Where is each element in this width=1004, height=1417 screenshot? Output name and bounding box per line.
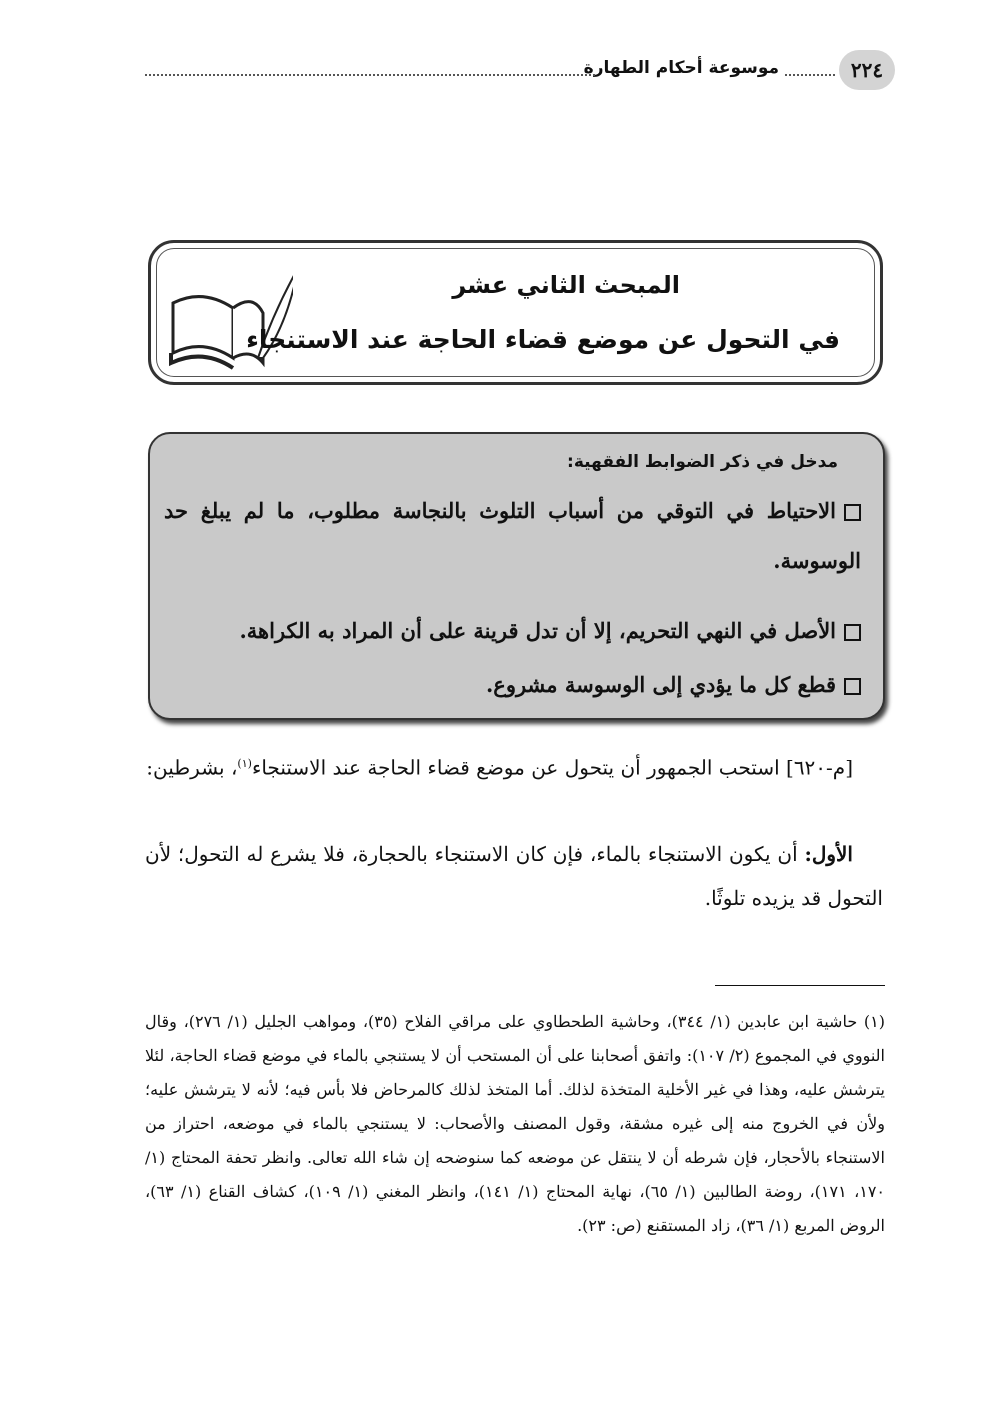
rules-box	[148, 432, 885, 720]
footnote	[145, 1005, 885, 1243]
footnote-number: (١)	[863, 1012, 886, 1031]
running-header	[145, 50, 895, 90]
chapter-subtitle: في التحول عن موضع قضاء الحاجة عند الاستنجاء	[246, 325, 840, 354]
rule-item	[164, 486, 861, 586]
book-quill-icon	[163, 263, 293, 373]
checkbox-icon	[844, 678, 861, 695]
paragraph-text: أن يكون الاستنجاء بالماء، فإن كان الاستنجاء بالحجارة، فلا يشرع له التحول؛ لأن التحول قد يزيده تلوثًا.	[145, 842, 883, 910]
rules-heading: مدخل في ذكر الضوابط الفقهية:	[567, 452, 838, 472]
footnote-text: حاشية ابن عابدين (١/ ٣٤٤)، وحاشية الطحطاوي على مراقي الفلاح (٣٥)، ومواهب الجليل (١/ ٢٧٦)، وقال النووي في المجموع (٢/ ١٠٧): واتفق أصحابنا على أن المستحب أن لا يستنجي بالماء في موضع قضاء الحاجة، لئلا يترشش عليه، وهذا في غير الأخلية المتخذة لذلك. أما المتخذ لذلك كالمرحاض فلا بأس فيه؛ لأنه لا يترشش عليه؛ ولأن في الخروج منه إلى غيره مشقة، وقول المصنف والأصحاب: لا يستنجي بالماء في موضعه، احتراز من الاستنجاء بالأحجار، فإن شرطه أن لا ينتقل عن موضعه كما سنوضحه إن شاء الله تعالى. وانظر تحفة المحتاج (١/ ١٧٠، ١٧١)، روضة الطالبين (١/ ٦٥)، نهاية المحتاج (١/ ١٤١)، وانظر المغني (١/ ١٠٩)، كشاف القناع (١/ ٦٣)، الروض المربع (١/ ٣٦)، زاد المستقنع (ص: ٢٣).	[145, 1012, 886, 1235]
checkbox-icon	[844, 504, 861, 521]
body-paragraph	[145, 742, 883, 790]
page-number: ٢٢٤	[839, 50, 895, 90]
chapter-title-frame	[148, 240, 883, 385]
header-divider	[145, 74, 595, 76]
rule-text: الاحتياط في التوقي من أسباب التلوث بالنجاسة مطلوب، ما لم يبلغ حد الوسوسة.	[164, 498, 861, 573]
checkbox-icon	[844, 624, 861, 641]
paragraph-text: ، بشرطين:	[146, 755, 238, 780]
book-title: موسوعة أحكام الطهارة	[578, 58, 785, 78]
rule-text: الأصل في النهي التحريم، إلا أن تدل قرينة على أن المراد به الكراهة.	[239, 618, 836, 643]
rule-item	[164, 660, 861, 710]
footnote-divider	[715, 985, 885, 986]
header-divider	[785, 74, 835, 76]
footnote-ref[interactable]: (١)	[237, 757, 252, 770]
rule-text: قطع كل ما يؤدي إلى الوسوسة مشروع.	[485, 672, 836, 697]
paragraph-label: الأول:	[804, 842, 853, 866]
body-paragraph	[145, 832, 883, 920]
rule-item	[164, 606, 861, 656]
chapter-title: المبحث الثاني عشر	[452, 271, 680, 299]
paragraph-text: [م-٦٢٠] استحب الجمهور أن يتحول عن موضع قضاء الحاجة عند الاستنجاء	[251, 755, 853, 780]
